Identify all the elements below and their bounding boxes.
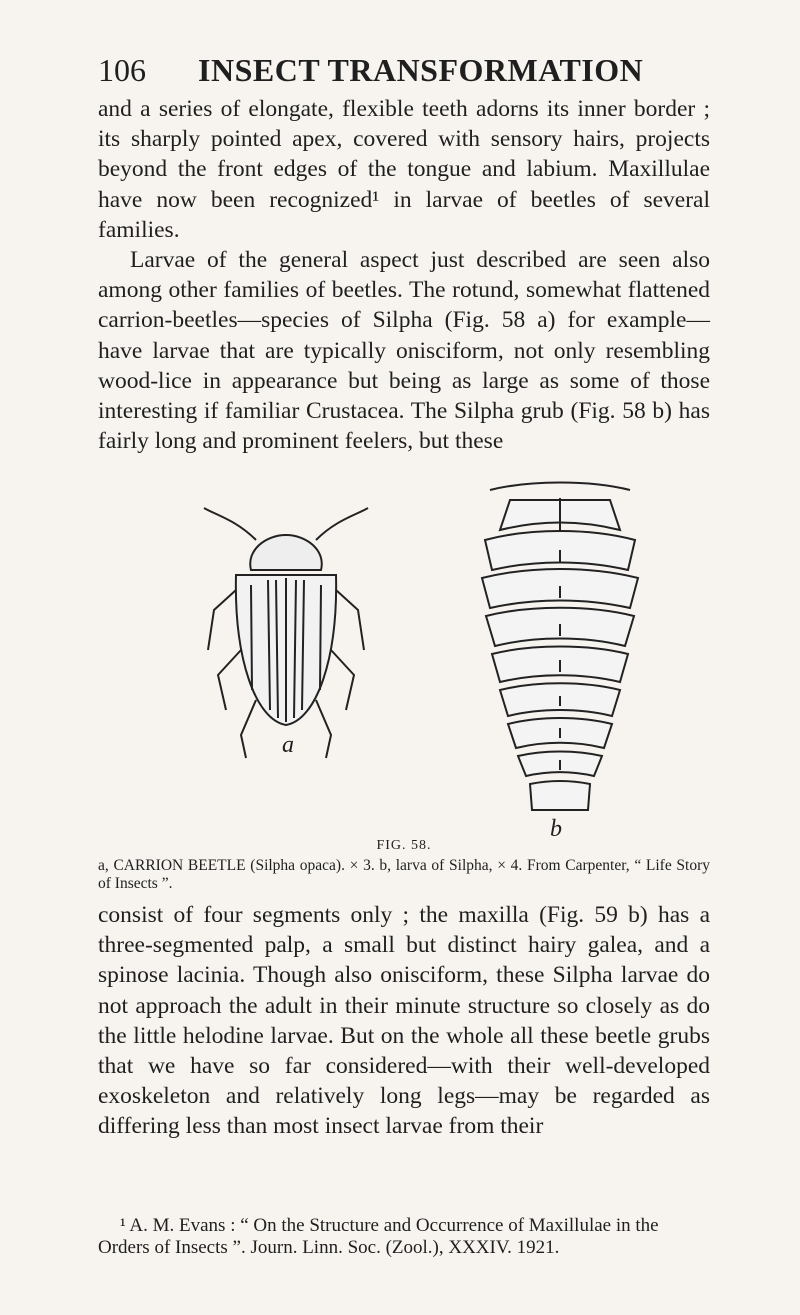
page-number: 106 <box>98 52 146 88</box>
footnote <box>98 1215 710 1259</box>
carrion-beetle-illustration <box>196 500 376 760</box>
figure-label-a: a <box>282 732 294 758</box>
figure-58 <box>170 470 710 880</box>
paragraph-1: and a series of elongate, flexible teeth adorns its inner border ; its sharply pointed apex, covered with sensory hairs, projects beyond the front edges of the tongue and labium. Maxillulae have now been recognized¹ in larvae of beetles of several families. <box>98 96 710 243</box>
footnote-text: ¹ A. M. Evans : “ On the Structure and Occurrence of Maxillulae in the Orders of Insects ”. Journ. Linn. Soc. (Zool.), XXXIV. 1921. <box>98 1215 659 1258</box>
body-text-top <box>98 94 710 456</box>
paragraph-2: Larvae of the general aspect just described are seen also among other families of beetles. The rotund, somewhat flattened carrion-beetles—species of Silpha (Fig. 58 a) for example—have larvae that are typically onisciform, not only resembling wood-lice in appearance but being as large as some of those interesting if familiar Crustacea. The Silpha grub (Fig. 58 b) has fairly long and prominent feelers, but these <box>98 247 710 455</box>
figure-caption <box>98 837 710 893</box>
running-title: INSECT TRANSFORMATION <box>198 52 644 88</box>
figure-caption-text: a, CARRION BEETLE (Silpha opaca). × 3. b, larva of Silpha, × 4. From Carpenter, “ Life Story of Insects ”. <box>98 857 710 892</box>
figure-label-b: b <box>550 816 562 842</box>
silpha-larva-illustration <box>460 470 660 850</box>
body-text-bottom <box>98 900 710 1142</box>
figure-number: FIG. 58. <box>376 838 432 853</box>
paragraph-3: consist of four segments only ; the maxilla (Fig. 59 b) has a three-segmented palp, a small but distinct hairy galea, and a spinose lacinia. Though also onisciform, these Silpha larvae do not approach the adult in their minute structure so closely as do the little helodine larvae. But on the whole all these beetle grubs that we have so far considered—with their well-developed exoskeleton and relatively long legs—may be regarded as differing less than most insect larvae from their <box>98 902 710 1140</box>
